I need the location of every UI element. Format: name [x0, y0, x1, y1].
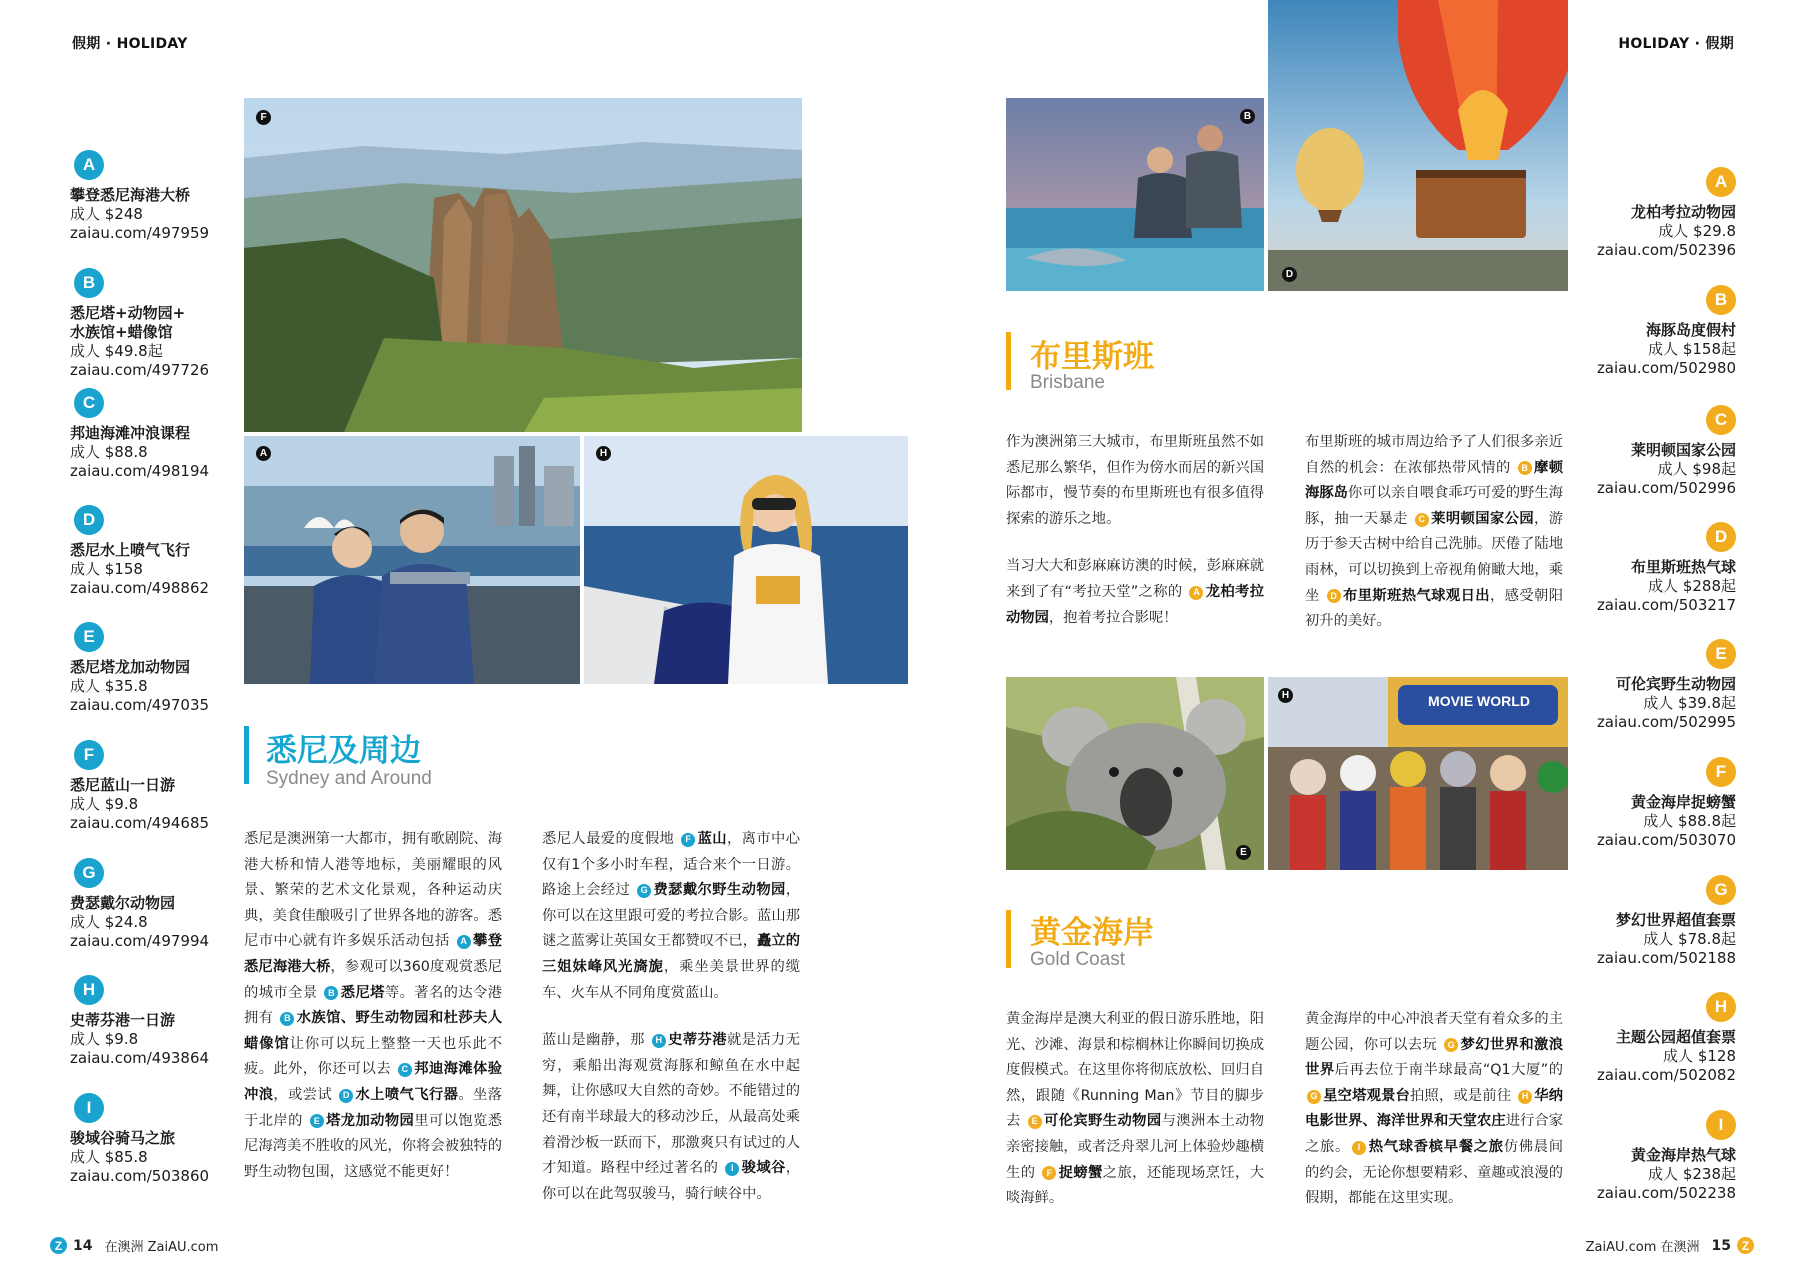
- body-text: 仿佛晨间的约会，无论你想要精彩、童趣或浪漫的假期，都能在这里实现。: [1305, 1138, 1563, 1207]
- right-footer: [1586, 1236, 1754, 1255]
- attraction-price: 成人 $78.8起: [1643, 930, 1736, 948]
- body-text: 后再去位于南半球最高“Q1大厦”的: [1334, 1062, 1563, 1079]
- attraction-price: 成人 $85.8: [70, 1148, 148, 1166]
- highlight-text: 攀登悉尼海港大桥: [244, 933, 503, 975]
- goldcoast-paragraph-2: [1305, 1007, 1563, 1212]
- inline-letter-badge: D: [1327, 589, 1341, 603]
- attraction-name: 攀登悉尼海港大桥: [70, 186, 191, 204]
- inline-letter-badge: G: [1444, 1038, 1458, 1052]
- letter-badge: I: [74, 1093, 104, 1123]
- attraction-url: zaiau.com/502996: [1596, 479, 1736, 497]
- blue-mountains-photo: [244, 98, 802, 432]
- sydney-paragraph-2: [542, 827, 800, 1006]
- attraction-url: zaiau.com/502980: [1596, 359, 1736, 377]
- goldcoast-heading-bar: [1006, 910, 1011, 968]
- sydney-heading-bar: [244, 726, 249, 784]
- letter-badge: E: [74, 622, 104, 652]
- attraction-url: zaiau.com/498862: [70, 579, 210, 597]
- inline-letter-badge: F: [1042, 1166, 1056, 1180]
- letter-badge: I: [1706, 1110, 1736, 1140]
- letter-badge: C: [74, 388, 104, 418]
- letter-badge: H: [1706, 992, 1736, 1022]
- highlight-text: 布里斯班热气球观日出: [1342, 587, 1490, 604]
- body-text: ，或尝试: [273, 1086, 338, 1103]
- body-text: 悉尼是澳洲第一大都市，拥有歌剧院、海港大桥和情人港等地标，美丽耀眼的风景、繁荣的艺术文化景观，各种运动庆典，美食佳酿吸引了世界各地的游客。悉尼市中心就有许多娱乐活动包括: [244, 831, 502, 950]
- brisbane-paragraph-3: [1305, 430, 1563, 635]
- badge-wrap: [1526, 875, 1736, 905]
- body-text: 进行合家之旅。: [1305, 1113, 1564, 1155]
- body-text: 让你可以玩上整整一天也乐此不疲。此外，你还可以去: [244, 1035, 503, 1078]
- brisbane-heading: 布里斯班: [1030, 339, 1154, 375]
- sydney-body-col1: [244, 827, 502, 1185]
- attraction-url: zaiau.com/498194: [70, 462, 210, 480]
- attraction-price: 成人 $88.8起: [1643, 812, 1736, 830]
- letter-badge: B: [74, 268, 104, 298]
- inline-letter-badge: G: [1307, 1090, 1321, 1104]
- body-text: 布里斯班的城市周边给予了人们很多亲近自然的机会：在浓郁热带风情的: [1305, 434, 1563, 476]
- attraction-price: 成人 $248: [70, 205, 143, 223]
- brisbane-paragraph-1: 作为澳洲第三大城市，布里斯班虽然不如悉尼那么繁华，但作为傍水而居的新兴国际都市，慢节奏的布里斯班也有很多值得探索的游乐之地。: [1006, 434, 1264, 527]
- attraction-name: 骏域谷骑马之旅: [70, 1129, 176, 1147]
- body-text: ，抱着考拉合影呢！: [1048, 609, 1178, 626]
- goldcoast-heading: 黄金海岸: [1030, 915, 1154, 951]
- attraction-name: 悉尼塔龙加动物园: [70, 658, 191, 676]
- letter-badge: D: [1706, 522, 1736, 552]
- attraction-name: 黄金海岸捉螃蟹: [1630, 793, 1736, 811]
- body-text: ，你可以在此驾驭骏马，骑行峡谷中。: [542, 1160, 800, 1202]
- koala-photo: [1006, 677, 1264, 870]
- attraction-price: 成人 $98起: [1657, 460, 1736, 478]
- attraction-url: zaiau.com/497726: [70, 361, 210, 379]
- dolphin-island-photo: [1006, 98, 1264, 291]
- highlight-text: 塔龙加动物园: [325, 1112, 415, 1129]
- body-text: 蓝山是幽静，那: [542, 1032, 650, 1049]
- highlight-text: 水上喷气飞行器: [355, 1086, 459, 1103]
- body-text: 与澳洲本土动物亲密接触，或者泛舟翠儿河上体验炒趣横生的: [1006, 1113, 1265, 1181]
- letter-badge: G: [1706, 875, 1736, 905]
- highlight-text: 捉螃蟹: [1058, 1164, 1103, 1181]
- photo-tag-b: B: [1240, 109, 1255, 124]
- attraction-item: [1526, 285, 1736, 378]
- attraction-price: 成人 $158起: [1648, 340, 1736, 358]
- attraction-item: [1526, 875, 1736, 968]
- letter-badge: E: [1706, 639, 1736, 669]
- body-text: 拍照，或是前往: [1410, 1087, 1517, 1104]
- left-footer: [50, 1236, 218, 1255]
- body-text: ，参观可以360度观赏悉尼的城市全景: [244, 958, 502, 1001]
- highlight-text: 邦迪海滩体验冲浪: [244, 1061, 503, 1103]
- inline-letter-badge: E: [1028, 1115, 1042, 1129]
- letter-badge: A: [74, 150, 104, 180]
- body-text: ，感受朝阳初升的美好。: [1305, 587, 1564, 630]
- body-text: ，游历于参天古树中给自己洗肺。厌倦了陆地雨林，可以切换到上帝视角俯瞰大地，乘坐: [1305, 510, 1564, 604]
- goldcoast-body-col2: [1305, 1007, 1563, 1212]
- attraction-price: 成人 $88.8: [70, 443, 148, 461]
- attraction-name: 费瑟戴尔动物园: [70, 894, 176, 912]
- inline-letter-badge: C: [398, 1063, 412, 1077]
- attraction-price: 成人 $49.8起: [70, 342, 163, 360]
- inline-letter-badge: B: [1518, 461, 1532, 475]
- attraction-url: zaiau.com/503070: [1596, 831, 1736, 849]
- brisbane-paragraph-2: [1006, 554, 1264, 631]
- body-text: 之旅，还能现场烹饪，大啖海鲜。: [1006, 1164, 1265, 1207]
- attraction-name: 布里斯班热气球: [1630, 558, 1736, 576]
- body-text: ，你可以在这里跟可爱的考拉合影。蓝山那谜之蓝雾让英国女王都赞叹不已，: [542, 882, 801, 950]
- sydney-body-col2: [542, 827, 800, 1207]
- attraction-url: zaiau.com/497959: [70, 224, 210, 242]
- left-footer-text: 在澳洲 ZaiAU.com: [104, 1240, 219, 1255]
- inline-letter-badge: B: [324, 986, 338, 1000]
- attraction-name: 悉尼蓝山一日游: [70, 776, 176, 794]
- photo-tag-d: D: [1282, 267, 1297, 282]
- right-footer-text: ZaiAU.com 在澳洲: [1585, 1240, 1700, 1255]
- attraction-url: zaiau.com/497035: [70, 696, 210, 714]
- brisbane-subheading: Brisbane: [1030, 372, 1105, 393]
- inline-letter-badge: C: [1415, 513, 1429, 527]
- badge-wrap: [74, 740, 280, 770]
- attraction-name: 悉尼塔+动物园+ 水族馆+蜡像馆: [70, 304, 186, 341]
- attraction-url: zaiau.com/503860: [70, 1167, 210, 1185]
- sydney-heading: 悉尼及周边: [266, 733, 421, 769]
- inline-letter-badge: A: [457, 935, 471, 949]
- attraction-name: 龙柏考拉动物园: [1630, 203, 1736, 221]
- body-text: ，乘坐美景世界的缆车、火车从不同角度赏蓝山。: [542, 958, 801, 1001]
- highlight-text: 可伦宾野生动物园: [1043, 1113, 1162, 1130]
- letter-badge: A: [1706, 167, 1736, 197]
- sydney-subheading: Sydney and Around: [266, 768, 432, 789]
- highlight-text: 龙柏考拉动物园: [1006, 583, 1264, 626]
- body-text: 悉尼人最爱的度假地: [542, 831, 680, 847]
- letter-badge: C: [1706, 405, 1736, 435]
- movie-world-photo: [1268, 677, 1568, 870]
- highlight-text: 热气球香槟早餐之旅: [1368, 1138, 1504, 1155]
- inline-letter-badge: H: [1518, 1090, 1532, 1104]
- inline-letter-badge: B: [280, 1012, 294, 1026]
- attraction-price: 成人 $39.8起: [1643, 694, 1736, 712]
- attraction-name: 悉尼水上喷气飞行: [70, 541, 191, 559]
- body-text: 黄金海岸是澳大利亚的假日游乐胜地，阳光、沙滩、海景和棕榈林让你瞬间切换成度假模式。在这里你将彻底放松、回归自然，跟随《Running Man》节目的脚步去: [1006, 1011, 1264, 1130]
- highlight-text: 骏域谷: [741, 1160, 786, 1177]
- body-text: 。坐落于北岸的: [244, 1086, 503, 1129]
- goldcoast-paragraph-1: [1006, 1007, 1264, 1212]
- inline-letter-badge: E: [310, 1114, 324, 1128]
- attraction-price: 成人 $29.8: [1658, 222, 1736, 240]
- body-text: ，离市中心仅有1个多小时车程，适合来个一日游。路途上会经过: [542, 831, 801, 899]
- attraction-name: 黄金海岸热气球: [1630, 1146, 1736, 1164]
- body-text: 当习大大和彭麻麻访澳的时候，彭麻麻就来到了有“考拉天堂”之称的: [1006, 558, 1264, 600]
- highlight-text: 莱明顿国家公园: [1430, 510, 1535, 527]
- photo-tag-e: E: [1236, 845, 1251, 860]
- highlight-text: 水族馆、野生动物园和杜莎夫人蜡像馆: [244, 1010, 503, 1052]
- attraction-url: zaiau.com/497994: [70, 932, 210, 950]
- attraction-price: 成人 $24.8: [70, 913, 148, 931]
- attraction-price: 成人 $158: [70, 560, 143, 578]
- right-page-header: HOLIDAY · 假期: [1618, 36, 1734, 52]
- attraction-url: zaiau.com/502082: [1596, 1066, 1736, 1084]
- attraction-url: zaiau.com/503217: [1596, 596, 1736, 614]
- photo-tag-a: A: [256, 446, 271, 461]
- attraction-name: 主题公园超值套票: [1615, 1028, 1736, 1046]
- brisbane-body-col1: [1006, 430, 1264, 631]
- highlight-text: 史蒂芬港: [667, 1032, 727, 1049]
- attraction-url: zaiau.com/502188: [1596, 949, 1736, 967]
- attraction-name: 莱明顿国家公园: [1630, 441, 1736, 459]
- attraction-name: 史蒂芬港一日游: [70, 1011, 176, 1029]
- hot-air-balloon-photo: [1268, 0, 1568, 291]
- letter-badge: B: [1706, 285, 1736, 315]
- brisbane-heading-bar: [1006, 332, 1011, 390]
- attraction-price: 成人 $9.8: [70, 1030, 139, 1048]
- inline-letter-badge: F: [681, 833, 695, 847]
- inline-letter-badge: G: [637, 884, 651, 898]
- photo-tag-h: H: [596, 446, 611, 461]
- highlight-text: 悉尼塔: [340, 984, 385, 1001]
- inline-letter-badge: I: [1352, 1141, 1366, 1155]
- port-stephens-photo: [584, 436, 908, 684]
- sydney-paragraph-3: [542, 1028, 800, 1207]
- letter-badge: D: [74, 505, 104, 535]
- highlight-text: 矗立的三姐妹峰风光旖旎: [542, 933, 800, 975]
- highlight-text: 梦幻世界和激浪世界: [1305, 1036, 1564, 1079]
- sydney-paragraph-1: [244, 827, 502, 1185]
- attraction-price: 成人 $128: [1663, 1047, 1736, 1065]
- inline-letter-badge: I: [725, 1162, 739, 1176]
- body-text: 就是活力无穷，乘船出海观赏海豚和鲸鱼在水中起舞，让你感叹大自然的奇妙。不能错过的还有南半球最大的移动沙丘，从最高处乘着滑沙板一跃而下，那激爽只有试过的人才知道。路程中经过著名的: [542, 1032, 801, 1177]
- attraction-price: 成人 $238起: [1648, 1165, 1736, 1183]
- highlight-text: 蓝山: [697, 831, 727, 847]
- photo-tag-f: F: [256, 110, 271, 125]
- goldcoast-subheading: Gold Coast: [1030, 949, 1126, 970]
- attraction-url: zaiau.com/502995: [1596, 713, 1736, 731]
- letter-badge: F: [74, 740, 104, 770]
- brisbane-body-col2: [1305, 430, 1563, 635]
- attraction-url: zaiau.com/502238: [1596, 1184, 1736, 1202]
- inline-letter-badge: A: [1189, 586, 1203, 600]
- attraction-url: zaiau.com/493864: [70, 1049, 210, 1067]
- attraction-price: 成人 $288起: [1648, 577, 1736, 595]
- harbour-bridge-photo: [244, 436, 580, 684]
- attraction-name: 海豚岛度假村: [1645, 321, 1736, 339]
- body-text: 黄金海岸的中心冲浪者天堂有着众多的主题公园，你可以去玩: [1305, 1011, 1563, 1053]
- highlight-text: 星空塔观景台: [1323, 1087, 1411, 1104]
- attraction-price: 成人 $9.8: [70, 795, 139, 813]
- attraction-url: zaiau.com/494685: [70, 814, 210, 832]
- goldcoast-body-col1: [1006, 1007, 1264, 1212]
- attraction-url: zaiau.com/502396: [1596, 241, 1736, 259]
- inline-letter-badge: D: [339, 1089, 353, 1103]
- body-text: 等。著名的达令港拥有: [244, 984, 503, 1027]
- inline-letter-badge: H: [652, 1034, 666, 1048]
- zaiau-logo-icon: Z: [1737, 1237, 1754, 1254]
- highlight-text: 摩顿海豚岛: [1305, 459, 1564, 502]
- badge-wrap: [1526, 639, 1736, 669]
- body-text: 里可以饱览悉尼海湾美不胜收的风光，你将会被独特的野生动物包围，这感觉不能更好！: [244, 1112, 503, 1180]
- attraction-name: 邦迪海滩冲浪课程: [70, 424, 191, 442]
- movie-world-sign: MOVIE WORLD: [1428, 693, 1530, 709]
- photo-tag-h-movieworld: H: [1278, 688, 1293, 703]
- left-page-number: 14: [73, 1237, 93, 1254]
- letter-badge: F: [1706, 757, 1736, 787]
- left-page-header: 假期 · HOLIDAY: [72, 36, 188, 52]
- attraction-name: 梦幻世界超值套票: [1615, 911, 1736, 929]
- attraction-price: 成人 $35.8: [70, 677, 148, 695]
- right-page-number: 15: [1711, 1237, 1731, 1254]
- highlight-text: 费瑟戴尔野生动物园: [653, 882, 786, 899]
- attraction-name: 可伦宾野生动物园: [1615, 675, 1736, 693]
- letter-badge: H: [74, 975, 104, 1005]
- zaiau-logo-icon: Z: [50, 1237, 67, 1254]
- letter-badge: G: [74, 858, 104, 888]
- body-text: 你可以亲自喂食乖巧可爱的野生海豚，抽一天暴走: [1305, 485, 1564, 527]
- highlight-text: 华纳电影世界、海洋世界和天堂农庄: [1305, 1087, 1564, 1130]
